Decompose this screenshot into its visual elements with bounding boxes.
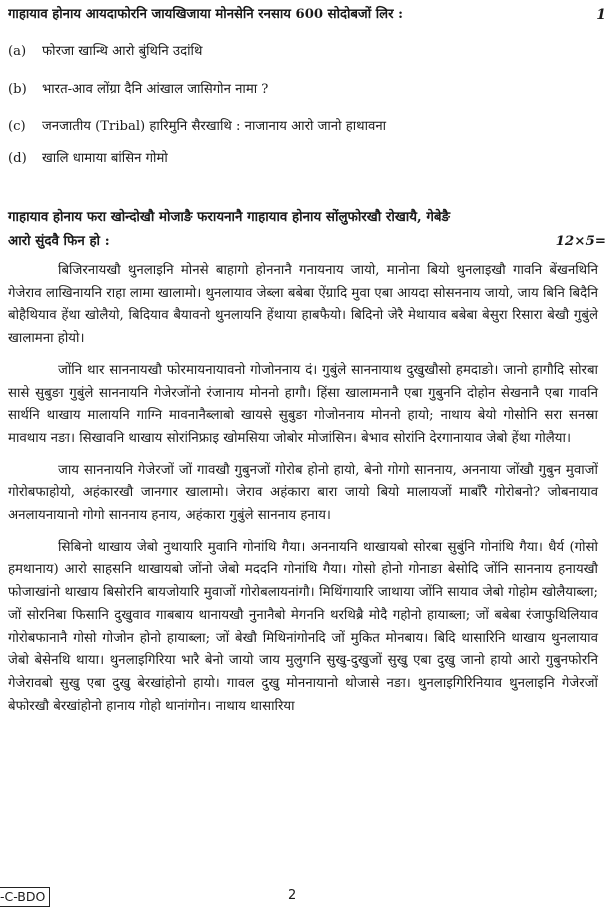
question-2-prompt-cont: आरो सुंदवै फिन हो : — [8, 233, 110, 249]
option-text: खालि धामाया बांसिन गोमो — [42, 151, 168, 166]
option-d — [8, 148, 168, 170]
option-label: (b) — [8, 82, 27, 97]
passage-paragraph: जोंनि थार साननायखौ फोरमायनायावनो गोजोननाय दं। गुबुंले साननायाथ दुखुखौसो हमदाङो। जानो हागौदि सोरबा सासे सुबुङा गुबुंले साननायनि गेजेरजोंनो रंजानाय मोननो हागौ। हिंसा खालामनानै एबा गुबुननि दोहोन सेखनानै एबा गावनि सार्थनि थाखाय मालायनि गाग्नि मावनानैब्लाबो खायसे सुबुङा गोजोननाय मोननो हायो; नाथाय बेयो गोसोनि सरा सनस्रा मावथाय नङा। सिखावनि थाखाय सोरांनिफ्राइ खोमसिया जोबोर मोजांसिन। बेभाव सोरांनि देरगानायाव जेबो हेंथा गोलैया। — [8, 362, 598, 446]
question-1-prompt: गाहायाव होनाय आयदाफोरनि जायखिजाया मोनसेनि रनसाय 600 सोदोबजों लिर : — [8, 7, 403, 22]
option-text: जनजातीय (Tribal) हारिमुनि सैरखाथि : नाजानाय आरो जानो हाथावना — [42, 119, 387, 134]
option-label: (d) — [8, 151, 27, 166]
option-text: भारत-आव लोंग्रा दैनि आंखाल जासिगोन नामा ? — [42, 82, 269, 97]
passage-paragraph: बिजिरनायखौ थुनलाइनि मोनसे बाहागो होननानै गनायनाय जायो, मानोना बियो थुनलाइखौ गावनि बेंखनथिनि गेजेराव लाखिनायनि राहा लामा खालामो। थुनलायाव जेब्ला बबेबा ऐंग्रादि मुवा एबा आयदा सोसननाय जायो, जाय बिनि बिदैनि बोहैथियाव हेंथा खोलैयो, बिदियाव बैयावनो थुनलायनि हेंथाया हाबफैयो। बिदिनो जेरै मेथायाव बबेबा बेसुरा रिसारा बेखौ गुबुंले खालामना होयो। — [8, 263, 598, 347]
passage-paragraph: जाय साननायनि गेजेरजों जों गावखौ गुबुनजों गोरोब होनो हायो, बेनो गोगो साननाय, अननाया जोंखौ गुबुन मुवाजों गोरोबफाहोयो, अहंकारखौ जानगार खालामो। जेराव अहंकारा बारा जायो बियो मालायजों माबाँरै गोरोबनो? जोबनायाव अनलायनायानो गोगो साननाय हनाय, अहंकारा गुबुंले साननाय हनाय। — [8, 462, 598, 524]
option-label: (a) — [8, 44, 27, 59]
option-c — [8, 116, 386, 138]
option-label: (c) — [8, 119, 26, 134]
paper-code-box: -C-BDO — [0, 887, 50, 907]
option-b — [8, 79, 268, 101]
passage-paragraph: सिबिनो थाखाय जेबो नुथायारि मुवानि गोनांथि गैया। अननायनि थाखायबो सोरबा सुबुंनि गोनांथि गैया। धैर्य (गोसो हमथानाय) आरो साहसनि थाखायबो जोंनो जेबो मददनि गोनांथि गैया। गोसो होनो गोनाङा बेसोदि जोंनि साननाय हनायखौ फोजाखांनो थाखाय बिसोरनि बायजोयारि मुवाजों गोरोबलायनांगौ। मिथिंगायारि जाथाया जोंनि सायाव जेबो गोहोम खोलैयाब्ला; जों सोरनिबा फिसानि दुखुवाव गाबबाय थानायखौ नुनानैबो मेगननि थरथिब्रै मोदै गहोनो हायाब्ला; जों बबेबा रंजाफुथिलियाव गोरोबफानानै गोसो गोजोन होनो हायाब्ला; जों बेखौ मिथिनांगोनदि जों मुकित मोनबाय। बिदि थासारिनि थाखाय थुनलायाव जेबो बेसेनथि थाया। थुनलाइगिरिया भारै बेनो जायो जाय मुलुगनि सुखु-दुखुजों सुखु एबा दुखु जानो हायो आरो गुबुनफोरनि गेजेरावबो सुखु एबा दुखु बेरखांहोनो हायो। गावल दुखु मोननायानो थोजासे नङा। थुनलाइगिरिनियाव थुनलाइनि गेजेरजों बेफोरखौ बेरखांहोनो हानाय गोहो थानांगोन। नाथाय थासारिया — [8, 539, 598, 714]
option-a — [8, 41, 202, 63]
question-2-marks: 12×5= — [555, 233, 606, 249]
question-1-marks: 1 — [596, 7, 606, 23]
page-number: 2 — [288, 888, 297, 903]
question-2-prompt: गाहायाव होनाय फरा खोन्दोखौ मोजाङै फरायनानै गाहायाव होनाय सोंलुफोरखौ रोखायै, गेबेङै — [8, 209, 451, 225]
reading-passage — [8, 260, 598, 727]
option-text: फोरजा खान्थि आरो बुंथिनि उदांथि — [42, 44, 203, 59]
